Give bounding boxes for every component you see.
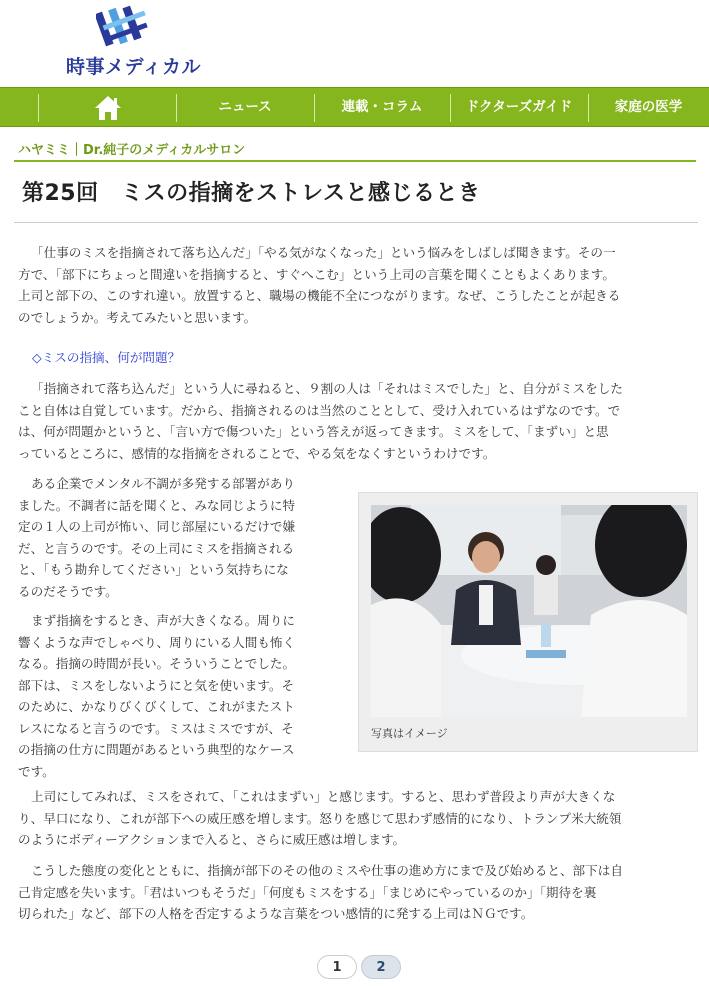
article-photo-figure — [358, 492, 698, 752]
section-label[interactable]: ハヤミミ｜Dr.純子のメディカルサロン — [18, 143, 246, 158]
site-logo[interactable] — [66, 4, 201, 80]
section-divider — [14, 160, 696, 162]
paragraph-line: のために、かなりびくびくして、これがまたスト — [18, 699, 295, 714]
article-paragraph — [18, 610, 295, 782]
paragraph-line: こうした態度の変化とともに、指摘が部下のその他のミスや仕事の進め方にまで及び始めると、部下は自 — [31, 863, 623, 878]
paragraph-line: り、早口になり、これが部下への威圧感を増します。怒りを感じて思わず感情的になり、トランプ米大統領 — [18, 810, 622, 826]
paragraph-line: 「指摘されて落ち込んだ」という人に尋ねると、９割の人は「それはミスでした」と、自分がミスをした — [31, 381, 623, 396]
paragraph-line: ました。不調者に話を聞くと、みな同じように特 — [18, 497, 296, 513]
logo-text: 時事メディカル — [66, 56, 201, 78]
paragraph-line: レスになると言うのです。ミスはミスですが、そ — [18, 720, 294, 736]
paragraph-line: まず指摘をするとき、声が大きくなる。周りに — [31, 613, 295, 628]
paragraph-line: の指摘の仕方に問題があるという典型的なケース — [18, 742, 295, 757]
paragraph-line: と、「もう勘弁してください」という気持ちにな — [18, 562, 289, 577]
paragraph-line: っているところに、感情的な指摘をされることで、やる気をなくすというわけです。 — [18, 445, 496, 461]
logo-mark-icon — [96, 4, 158, 48]
paragraph-line: は、何が問題かというと、「言い方で傷ついた」という答えが返ってきます。ミスをして、「まずい」と思 — [18, 424, 609, 439]
pager-page-2-current[interactable]: 2 — [361, 955, 401, 979]
paragraph-line: 部下は、ミスをしないようにと気を使います。そ — [18, 677, 295, 693]
paragraph-line: のでしょうか。考えてみたいと思います。 — [18, 309, 257, 325]
home-icon[interactable] — [94, 95, 122, 121]
paragraph-line: のようにボディーアクションまで入ると、さらに威圧感は増します。 — [18, 832, 406, 847]
paragraph-line: こと自体は自覚しています。だから、指摘されるのは当然のこととして、受け入れているはずなのです。で — [18, 402, 621, 418]
nav-item-home-medicine[interactable]: 家庭の医学 — [614, 99, 683, 115]
nav-item-news[interactable]: ニュース — [218, 99, 272, 115]
nav-item-series-column[interactable]: 連載・コラム — [341, 99, 423, 115]
main-nav — [0, 87, 709, 127]
article-paragraph — [18, 242, 620, 328]
paragraph-line: 上司と部下の、このすれ違い。放置すると、職場の機能不全につながります。なぜ、こうしたことが起きる — [18, 288, 621, 303]
paragraph-line: 定の１人の上司が怖い、同じ部屋にいるだけで嫌 — [18, 519, 296, 534]
paragraph-line: ある企業でメンタル不調が多発する部署があり — [31, 476, 295, 491]
article-paragraph — [18, 473, 295, 602]
nav-item-doctors-guide[interactable]: ドクターズガイド — [465, 99, 573, 115]
paragraph-line: です。 — [18, 763, 55, 779]
paragraph-line: だ、と言うのです。その上司にミスを指摘される — [18, 540, 295, 556]
paragraph-line: 切られた」など、部下の人格を否定するような言葉をつい感情的に発する上司はＮＧです。 — [18, 906, 534, 921]
paragraph-line: 己肯定感を失います。「君はいつもそうだ」「何度もミスをする」「まじめにやっているのか」「期待を裏 — [18, 884, 597, 900]
paragraph-line: 響くような声でしゃべり、周りにいる人間も怖く — [18, 634, 296, 650]
paragraph-line: 上司にしてみれば、ミスをされて、「これはまずい」と感じます。すると、思わず普段より声が大きくな — [31, 789, 616, 804]
paragraph-line: 方で、「部下にちょっと間違いを指摘すると、すぐへこむ」という上司の言葉を聞くこともよくあります。 — [18, 266, 615, 282]
paragraph-line: 「仕事のミスを指摘されて落ち込んだ」「やる気がなくなった」という悩みをしばしば聞きます。その一 — [31, 245, 616, 260]
photo-caption: 写真はイメージ — [371, 727, 448, 740]
article-paragraph — [18, 378, 623, 464]
article-paragraph — [18, 860, 623, 925]
title-divider — [14, 222, 698, 223]
nav-separator — [38, 94, 39, 122]
article-subheading: ◇ミスの指摘、何が問題？ — [32, 350, 181, 365]
article-photo — [371, 505, 687, 717]
paragraph-line: るのだそうです。 — [18, 583, 118, 599]
pager-page-1[interactable]: 1 — [317, 955, 357, 979]
article-paragraph — [18, 786, 622, 851]
paragraph-line: なる。指摘の時間が長い。そういうことでした。 — [18, 656, 296, 671]
article-title: 第25回 ミスの指摘をストレスと感じるとき — [22, 181, 481, 206]
